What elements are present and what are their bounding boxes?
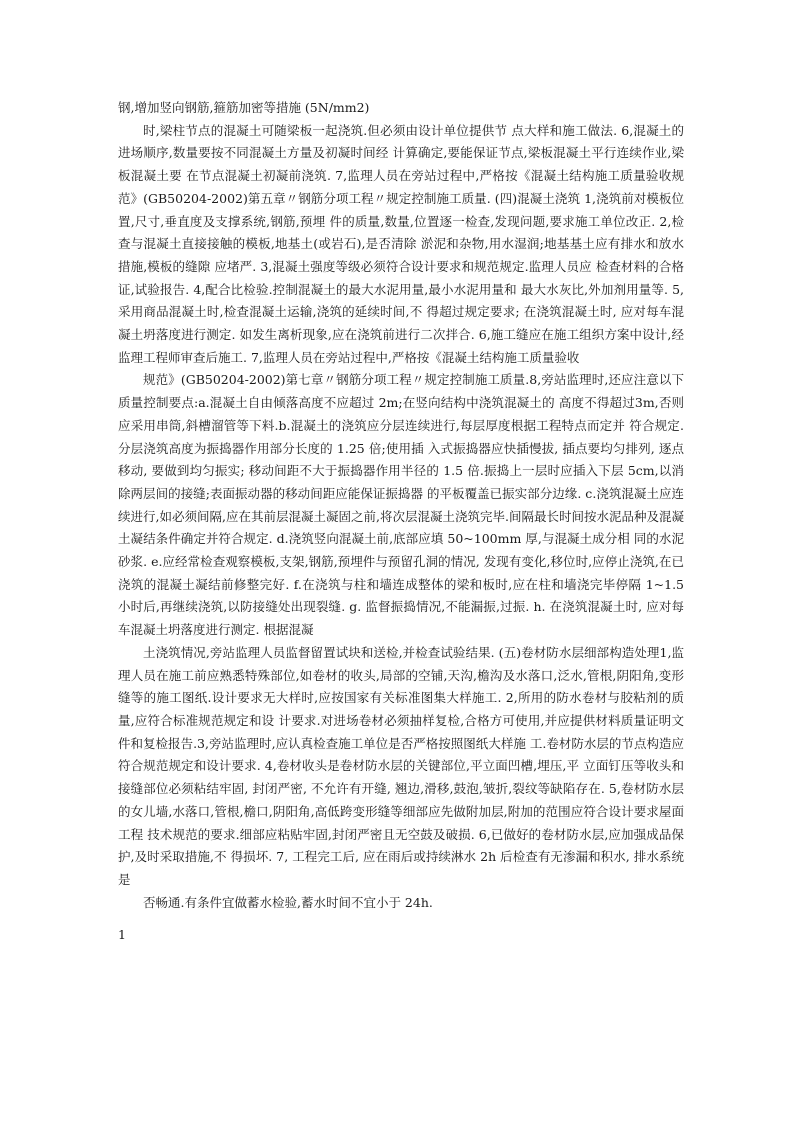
- paragraph-4: 土浇筑情况,旁站监理人员监督留置试块和送检,并检查试验结果. (五)卷材防水层细部构造处理1,监理人员在施工前应熟悉特殊部位,如卷材的收头,局部的空铺,天沟,檐沟及水落口,泛水,管根,阴阳角,变形缝等的施工图纸.设计要求无大样时,应按国家有关标准图集大样施工. 2,所用的防水卷材与胶粘剂的质量,应符合标准规范规定和设 计要求.对进场卷材必须抽样复检,合格方可使用,并应提供材料质量证明文件和复检报告.3,旁站监理时,应认真检查施工单位是否严格按照图纸大样施 工.卷材防水层的节点构造应符合规范规定和设计要求. 4,卷材收头是卷材防水层的关键部位,平立面凹槽,埋压,平 立面钉压等收头和接缝部位必须粘结牢固, 封闭严密, 不允许有开缝, 翘边,滑移,鼓泡,皱折,裂纹等缺陷存在. 5,卷材防水层的女儿墙,水落口,管根,檐口,阴阳角,高低跨变形缝等细部应先做附加层,附加的范围应符合设计要求屋面工程 技术规范的要求.细部应粘贴牢固,封闭严密且无空鼓及破损. 6,已做好的卷材防水层,应加强成品保护,及时采取措施,不 得损坏. 7, 工程完工后, 应在雨后或持续淋水 2h 后检查有无渗漏和积水, 排水系统是: [118, 644, 684, 887]
- paragraph-1: 钢,增加竖向钢筋,箍筋加密等措施 (5N/mm2): [118, 100, 370, 115]
- paragraph-2: 时,梁柱节点的混凝土可随梁板一起浇筑.但必须由设计单位提供节 点大样和施工做法. 6,混凝土的进场顺序,数量要按不同混凝土方量及初凝时间经 计算确定,要能保证节点,梁板混凝土平行连续作业,梁板混凝土要 在节点混凝土初凝前浇筑. 7,监理人员在旁站过程中,严格按《混凝土结构施工质量验收规范》(GB50204-2002)第五章〃钢筋分项工程〃规定控制施工质量. (四)混凝土浇筑 1,浇筑前对模板位置,尺寸,垂直度及支撑系统,钢筋,预埋 件的质量,数量,位置逐一检查,发现问题,要求施工单位改正. 2,检查与混凝土直接接触的模板,地基土(或岩石),是否清除 淤泥和杂物,用水湿润;地基基土应有排水和放水措施,模板的缝隙 应堵严. 3,混凝土强度等级必须符合设计要求和规范规定.监理人员应 检查材料的合格证,试验报告. 4,配合比检验.控制混凝土的最大水泥用量,最小水泥用量和 最大水灰比,外加剂用量等. 5,采用商品混凝土时,检查混凝土运输,浇筑的延续时间,不 得超过规定要求; 在浇筑混凝土时, 应对每车混凝土坍落度进行测定. 如发生离析现象,应在浇筑前进行二次拌合. 6,施工缝应在施工组织方案中设计,经监理工程师审查后施工. 7,监理人员在旁站过程中,严格按《混凝土结构施工质量验收: [118, 122, 684, 365]
- paragraph-3: 规范》(GB50204-2002)第七章〃钢筋分项工程〃规定控制施工质量.8,旁站监理时,还应注意以下质量控制要点:a.混凝土自由倾落高度不应超过 2m;在竖向结构中浇筑混凝土的 高度不得超过3m,否则应采用串筒,斜槽溜管等下料.b.混凝土的浇筑应分层连续进行,每层厚度根据工程特点而定并 符合规定.分层浇筑高度为振捣器作用部分长度的 1.25 倍;使用插 入式振捣器应快插慢拔, 插点要均匀排列, 逐点移动, 要做到均匀振实; 移动间距不大于振捣器作用半径的 1.5 倍.振捣上一层时应插入下层 5cm,以消除两层间的接缝;表面振动器的移动间距应能保证振捣器 的平板覆盖已振实部分边缘. c.浇筑混凝土应连续进行,如必须间隔,应在其前层混凝土凝固之前,将次层混凝土浇筑完毕.间隔最长时间按水泥品种及混凝土凝结条件确定并符合规定. d.浇筑竖向混凝土前,底部应填 50~100mm 厚,与混凝土成分相 同的水泥砂浆. e.应经常检查观察模板,支架,钢筋,预埋件与预留孔洞的情况, 发现有变化,移位时,应停止浇筑,在已浇筑的混凝土凝结前修整完好. f.在浇筑与柱和墙连成整体的梁和板时,应在柱和墙浇完毕停隔 1~1.5 小时后,再继续浇筑,以防接缝处出现裂缝. g. 监督振捣情况,不能漏振,过振. h. 在浇筑混凝土时, 应对每车混凝土坍落度进行测定. 根据混凝: [118, 372, 684, 638]
- document-body: [118, 97, 684, 914]
- page-number: 1: [118, 927, 126, 942]
- paragraph-5: 否畅通.有条件宜做蓄水检验,蓄水时间不宜小于 24h.: [143, 894, 433, 910]
